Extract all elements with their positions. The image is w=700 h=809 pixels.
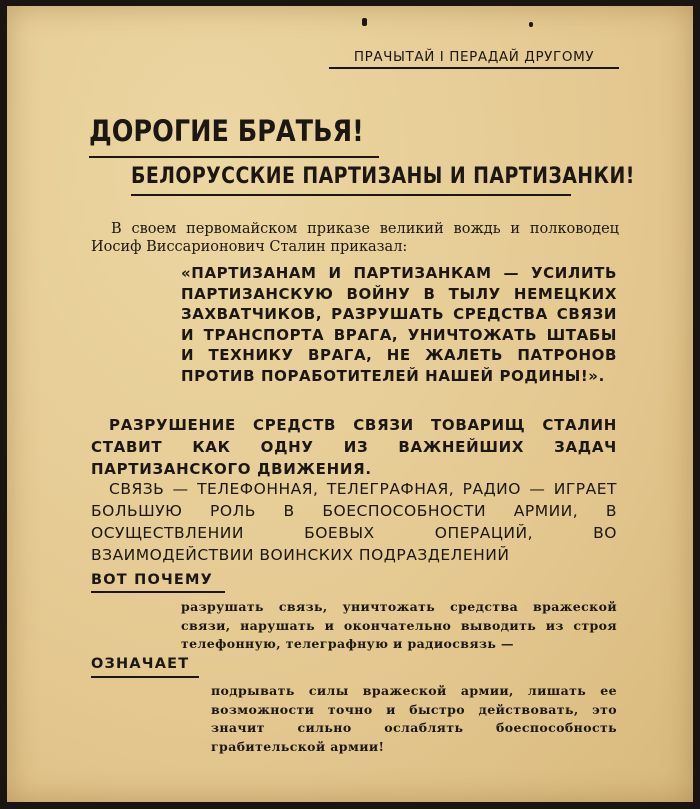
- goal-text: РАЗРУШЕНИЕ СРЕДСТВ СВЯЗИ ТОВАРИЩ СТАЛИН СТАВИТ КАК ОДНУ ИЗ ВАЖНЕЙШИХ ЗАДАЧ ПАРТИЗАНСКОГО ДВИЖЕНИЯ.: [91, 416, 617, 478]
- page-title: ДОРОГИЕ БРАТЬЯ!: [89, 114, 364, 148]
- that-is-why-heading: ВОТ ПОЧЕМУ: [91, 572, 214, 588]
- intro-paragraph: [91, 220, 619, 256]
- communications-text: СВЯЗЬ — ТЕЛЕФОННАЯ, ТЕЛЕГРАФНАЯ, РАДИО — ИГРАЕТ БОЛЬШУЮ РОЛЬ В БОЕСПОСОБНОСТИ АРМИИ, В ОСУЩЕСТВЛЕНИИ БОЕВЫХ ОПЕРАЦИЙ, ВО ВЗАИМОДЕЙСТВИИ ВОИНСКИХ ПОДРАЗДЕЛЕНИЙ: [91, 480, 617, 564]
- ink-spot: [362, 18, 367, 26]
- page-subtitle: БЕЛОРУССКИЕ ПАРТИЗАНЫ И ПАРТИЗАНКИ!: [131, 164, 635, 189]
- communications-paragraph: [91, 478, 617, 566]
- destroy-text: разрушать связь, уничтожать средства вражеской связи, нарушать и окончательно выводить из строя телефонную, телеграфную и радиосвязь —: [181, 599, 617, 651]
- means-underline: [91, 676, 199, 678]
- quote-text: «ПАРТИЗАНАМ И ПАРТИЗАНКАМ — УСИЛИТЬ ПАРТИЗАНСКУЮ ВОЙНУ В ТЫЛУ НЕМЕЦКИХ ЗАХВАТЧИКОВ, РАЗРУШАТЬ СРЕДСТВА СВЯЗИ И ТРАНСПОРТА ВРАГА, УНИЧТОЖАТЬ ШТАБЫ И ТЕХНИКУ ВРАГА, НЕ ЖАЛЕТЬ ПАТРОНОВ ПРОТИВ ПОРАБОТИТЕЛЕЙ НАШЕЙ РОДИНЫ!».: [181, 264, 617, 385]
- conclusion-paragraph: [211, 682, 617, 756]
- destroy-paragraph: [181, 598, 617, 654]
- stalin-quote: [181, 263, 617, 386]
- that-is-why-underline: [91, 591, 225, 593]
- ink-spot: [529, 22, 533, 27]
- intro-text: В своем первомайском приказе великий вождь и полководец Иосиф Виссарионович Сталин приказал:: [91, 221, 619, 255]
- subtitle-underline: [131, 194, 571, 196]
- means-heading: ОЗНАЧАЕТ: [91, 656, 190, 672]
- header-note: ПРАЧЫТАЙ І ПЕРАДАЙ ДРУГОМУ: [329, 49, 619, 69]
- leaflet-sheet: [7, 6, 693, 802]
- conclusion-text: подрывать силы вражеской армии, лишать ее возможности точно и быстро действовать, это значит сильно ослаблять боеспособность грабительской армии!: [211, 683, 617, 754]
- stalin-goal-paragraph: [91, 414, 617, 480]
- title-underline: [89, 156, 379, 158]
